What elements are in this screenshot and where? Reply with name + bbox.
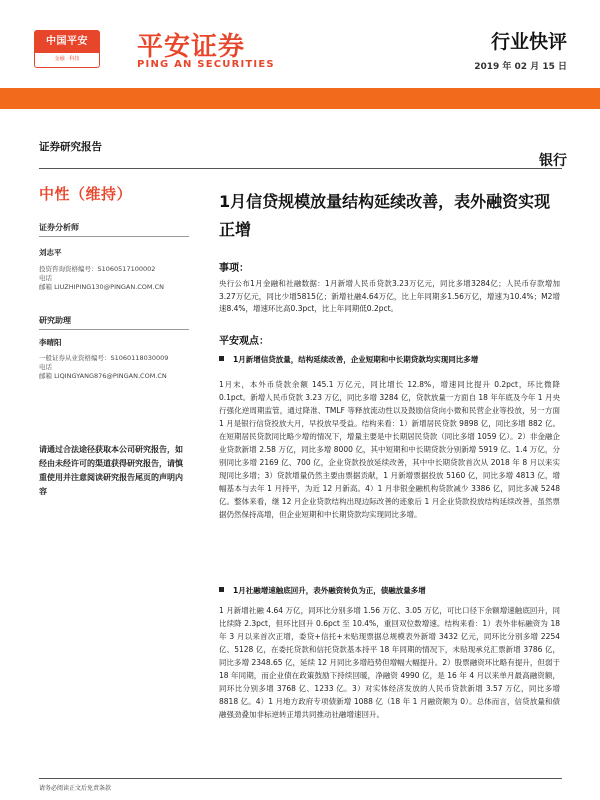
assistant-cert: 一般证券从业资格编号：S1060118030009 xyxy=(39,354,169,362)
bullet-text: 1月新增信贷放量，结构延续改善，企业短期和中长期贷款均实现同比多增 xyxy=(233,355,479,364)
assistant-name: 李晴阳 xyxy=(39,338,62,347)
logo-main-text: 中国平安 xyxy=(35,31,99,53)
square-bullet-icon xyxy=(219,587,224,592)
assistant-phone: 电话 xyxy=(39,363,52,371)
footer-divider xyxy=(39,778,562,779)
report-title: 1月信贷规模放量结构延续改善，表外融资实现正增 xyxy=(219,192,551,239)
pingan-group-logo xyxy=(34,30,100,68)
bullet-text: 1月社融增速触底回升，表外融资转负为正，债融放量多增 xyxy=(233,586,426,595)
assistant-email: 邮箱 LIQINGYANG876@PINGAN.COM.CN xyxy=(39,372,167,380)
analyst-heading: 证券分析师 xyxy=(39,223,79,232)
body-paragraph: 1月末，本外币贷款余额 145.1 万亿元，同比增长 12.8%，增速同比提升 0.2pct，环比微降 0.1pct。新增人民币贷款 3.23 万亿，同比多增 3284 亿，贷款放量一方面自 18 年年底及今年 1 月央行强化逆周期监管，通过降准、TMLF 等释放流动性以及鼓励信贷向小微和民营企业等投放，另一方面 1 月是银行信贷投放大月，早投放早受益。结构来看：1）新增居民贷款 9898 亿，同比多增 882 亿。在短期居民贷款同比略少增的情况下，增量主要是中长期居民贷款（同比多增 1059 亿）。2）非金融企业贷款新增 2.58 万亿，同比多增 8000 亿，其中短期和中长期贷款分别新增 5919 亿、1.4 万亿，分别同比多增 2169 亿、700 亿，企业贷款投放延续改善，其中中长期贷款首次从 2018 年 8 月以来实现同比多增；3）贷款增量仍然主要由票据贡献，1 月新增票据投放 5160 亿，同比多增 4813 亿，增幅基本与去年 1 月持平，为近 12 月新高。4）1 月非银金融机构贷款减少 3386 亿，同比多减 5248 亿。整体来看，继 12 月企业贷款结构出现边际改善的迹象后 1 月企业贷款投放结构延续改善，虽然票据仍然保持高增，但企业短期和中长期贷款均实现同比多增。 xyxy=(219,380,560,519)
footer-note: 请务必阅读正文后免责条款 xyxy=(39,785,112,792)
assistant-heading: 研究助理 xyxy=(39,316,71,325)
bullet-heading xyxy=(219,585,560,596)
report-type-label: 证券研究报告 xyxy=(39,141,102,153)
assistant-divider xyxy=(39,329,189,330)
header-band xyxy=(0,88,600,109)
disclaimer-text: 请通过合法途径获取本公司研究报告，如经由未经许可的渠道获得研究报告，请慎重使用并注意阅读研究报告尾页的声明内容 xyxy=(39,445,183,496)
doc-type: 行业快评 xyxy=(490,31,567,53)
report-header xyxy=(0,0,600,88)
brand-name-cn: 平安证券 xyxy=(137,32,246,62)
bullet-heading xyxy=(219,354,560,365)
analyst-cert: 投资咨询资格编号：S1060517100002 xyxy=(39,265,156,273)
brand-name-en: PING AN SECURITIES xyxy=(137,59,275,70)
body-paragraph: 1 月新增社融 4.64 万亿，同环比分别多增 1.56 万亿、3.05 万亿，可比口径下余额增速触底回升，同比续降 2.3pct，但环比回升 0.6pct 至 10.4%，重回双位数增速。结构来看：1）表外非标融资为 18 年 3 月以来首次正增，委贷+信托+未贴现票据总规模表外新增 3432 亿元，同环比分别多增 2254 亿、5128 亿，在委托贷款和信托贷款基本持平 18 年同期的情况下，未贴现承兑汇票新增 3786 亿，同比多增 2348.65 亿，延续 12 月同比多增趋势但增幅大幅提升。2）股票融资环比略有提升，但弱于 18 年同期，而企业债在政策鼓励下持续回暖，净融资 4990 亿，是 16 年 4 月以来单月最高融资额，同环比分别多增 3768 亿、1233 亿。3）对实体经济发放的人民币贷款新增 3.57 万亿，同比多增 8818 亿。4）1 月地方政府专项债新增 1088 亿（18 年 1 月融资额为 0）。总体而言，信贷放量和债融强劲叠加非标逆转正增共同推动社融增速回升。 xyxy=(219,606,560,719)
logo-sub-text: 金融 · 科技 xyxy=(54,56,80,62)
divider xyxy=(39,168,562,169)
doc-date: 2019 年 02 月 15 日 xyxy=(474,62,567,72)
events-paragraph: 央行公布1月金融和社融数据：1月新增人民币贷款3.23万亿元，同比多增3284亿；人民币存款增加3.27万亿元，同比少增5815亿；新增社融4.64万亿，比上年同期多1.56万亿，增速为10.4%；M2增速8.4%，增速环比高0.3pct，比上年同期低0.2pct。 xyxy=(219,279,560,314)
industry-label: 银行 xyxy=(539,153,567,169)
analyst-phone: 电话 xyxy=(39,274,52,282)
events-heading: 事项： xyxy=(219,263,249,274)
views-heading: 平安观点： xyxy=(219,336,269,347)
analyst-divider xyxy=(39,236,189,237)
analyst-name: 刘志平 xyxy=(39,248,62,257)
analyst-email: 邮箱 LIUZHIPING130@PINGAN.COM.CN xyxy=(39,283,164,291)
square-bullet-icon xyxy=(219,356,224,361)
rating-label: 中性（维持） xyxy=(39,185,133,203)
